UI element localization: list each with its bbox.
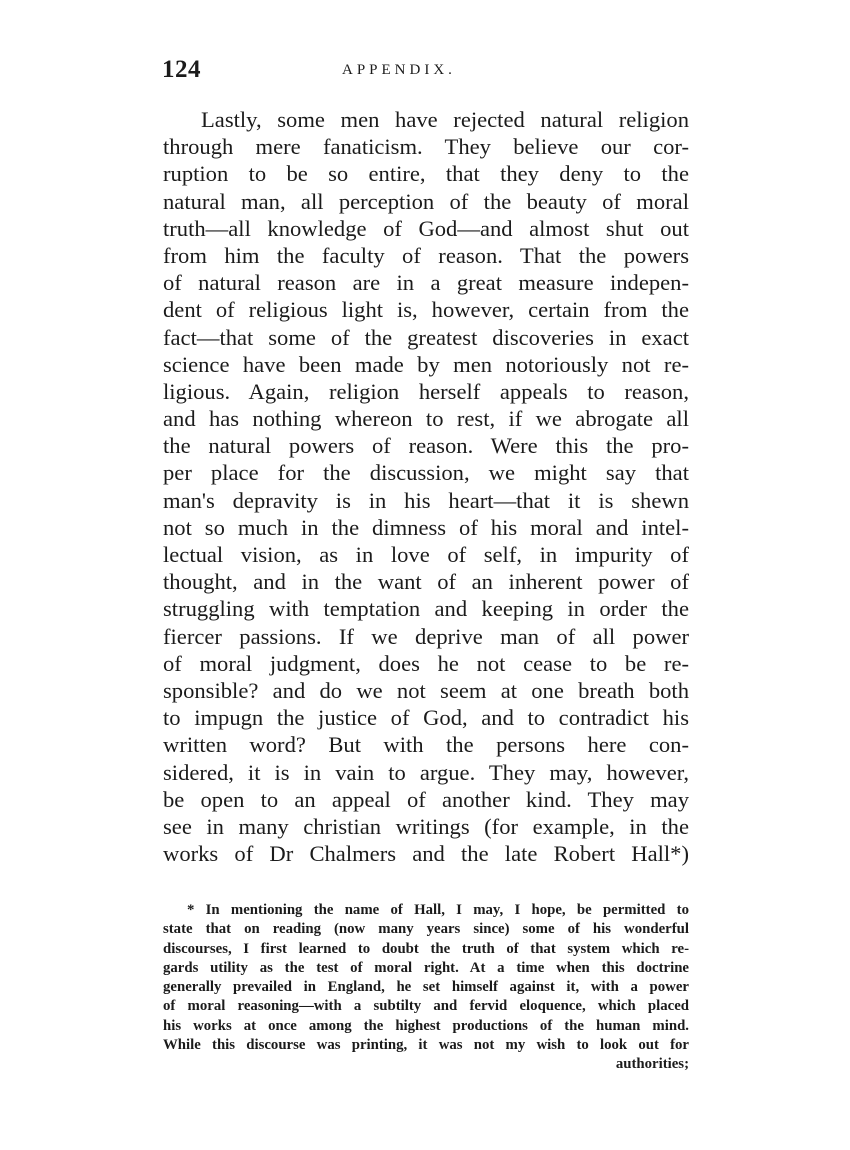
body-line: ligious. Again, religion herself appeals to reason,: [163, 378, 689, 404]
body-line: works of Dr Chalmers and the late Robert Hall*): [163, 841, 689, 867]
body-line: thought, and in the want of an inherent power of: [163, 569, 689, 595]
body-line: ruption to be so entire, that they deny to the: [163, 161, 689, 187]
body-line: truth—all knowledge of God—and almost shut out: [163, 215, 689, 241]
footnote: [163, 901, 689, 1075]
footnote-line: * In mentioning the name of Hall, I may, I hope, be permitted to: [187, 902, 689, 918]
body-line: to impugn the justice of God, and to contradict his: [163, 705, 689, 731]
footnote-line: discourses, I first learned to doubt the truth of that system which re-: [163, 940, 689, 957]
body-line: through mere fanaticism. They believe our cor-: [163, 134, 689, 160]
body-line: per place for the discussion, we might say that: [163, 460, 689, 486]
running-head: APPENDIX.: [342, 62, 456, 78]
footnote-line: state that on reading (now many years since) some of his wonderful: [163, 921, 689, 938]
body-line: not so much in the dimness of his moral and intel-: [163, 514, 689, 540]
footnote-line: his works at once among the highest productions of the human mind.: [163, 1017, 689, 1034]
body-line: struggling with temptation and keeping in order the: [163, 596, 689, 622]
body-line: lectual vision, as in love of self, in impurity of: [163, 542, 689, 567]
body-line: from him the faculty of reason. That the powers: [163, 242, 689, 268]
body-line: man's depravity is in his heart—that it is shewn: [163, 487, 689, 513]
body-line: be open to an appeal of another kind. They may: [163, 786, 689, 812]
footnote-line: of moral reasoning—with a subtilty and fervid eloquence, which placed: [163, 998, 689, 1015]
body-line: the natural powers of reason. Were this the pro-: [163, 433, 689, 459]
footnote-line: generally prevailed in England, he set himself against it, with a power: [163, 979, 689, 996]
page-number: 124: [162, 56, 201, 83]
body-line: of moral judgment, does he not cease to be re-: [163, 650, 689, 676]
footnote-line: While this discourse was printing, it was not my wish to look out for: [163, 1037, 689, 1054]
body-paragraph: [163, 106, 689, 867]
body-line: dent of religious light is, however, certain from the: [163, 297, 689, 323]
page-header: [162, 56, 692, 90]
body-line: fact—that some of the greatest discoveries in exact: [163, 324, 689, 350]
body-line: natural man, all perception of the beauty of moral: [163, 188, 689, 214]
footnote-line: gards utility as the test of moral right. At a time when this doctrine: [163, 959, 689, 976]
body-line: written word? But with the persons here con-: [163, 732, 689, 758]
body-line: sidered, it is in vain to argue. They may, however,: [163, 759, 689, 785]
body-line: see in many christian writings (for example, in the: [163, 813, 689, 839]
footnote-line: authorities;: [615, 1056, 689, 1073]
body-line: fiercer passions. If we deprive man of all power: [163, 623, 689, 649]
body-line: sponsible? and do we not seem at one breath both: [163, 677, 689, 703]
body-line: Lastly, some men have rejected natural religion: [201, 107, 689, 132]
body-line: and has nothing whereon to rest, if we abrogate all: [163, 406, 689, 432]
body-line: of natural reason are in a great measure indepen-: [163, 270, 689, 296]
body-line: science have been made by men notoriously not re-: [163, 351, 689, 377]
